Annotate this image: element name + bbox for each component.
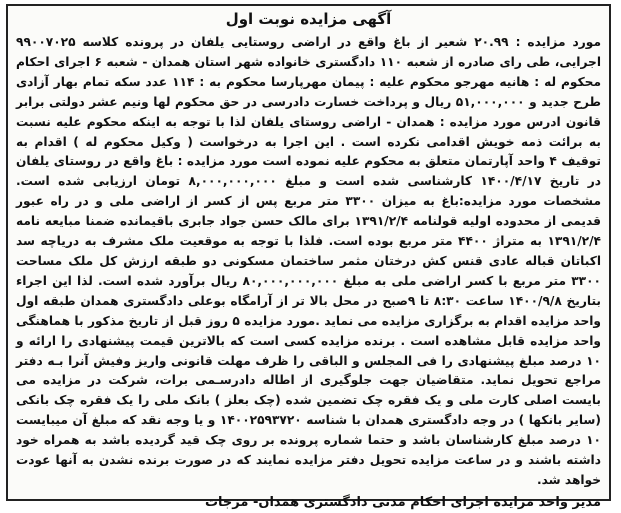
notice-signature: مدیر واحد مزایده اجرای احکام مدنی دادگستری همدان- مزجات (204, 494, 601, 510)
notice-title: آگهی مزایده نوبت اول (225, 10, 392, 28)
auction-notice-frame (6, 4, 611, 510)
notice-body: مورد مزایده : ۲۰.۹۹ شعیر از باغ واقع در اراضی روستایی یلفان در پرونده کلاسه ۹۹۰۰۷۰۲۵ اجرایی، طی رای صادره از شعبه ۱۱۰ دادگستری خانواده شهر استان همدان - شعبه ۶ اجرای احکام محکوم له : هانیه مهرجو محکوم علیه : پیمان مهرپارسا محکوم به : ۱۱۴ عدد سکه تمام بهار آزادی طرح جدید و ۵۱,۰۰۰,۰۰۰ ریال و پرداخت خسارت دادرسی در حق محکوم لها ونیم عشر دولتی برابر قانون ادرس مورد مزایده : همدان - اراضی روستای یلفان لذا با توجه به اینکه محکوم علیه نسبت به برائت ذمه خویش اقدامی نکرده است . این اجرا به درخواست ( وکیل محکوم له ) اقدام به توقیف ۴ واحد آپارتمان متعلق به محکوم علیه نموده است مورد مزایده : باغ واقع در روستای یلفان در تاریخ ۱۴۰۰/۴/۱۷ کارشناسی شده است و مبلغ ۸,۰۰۰,۰۰۰,۰۰۰ تومان ارزیابی شده است. مشخصات مورد مزایده:باغ به میزان ۳۳۰۰ متر مربع پس از کسر از اراضی ملی و در راه عبور قدیمی از محدوده اولیه قولنامه ۱۳۹۱/۲/۴ برای مالک حسن جواد جابری باقیمانده ضمنا مبایعه نامه ۱۳۹۱/۲/۴ به متراژ ۴۴۰۰ متر مربع بوده است. فلذا با توجه به موقعیت ملک مشرف به دریاچه سد اکباتان قباله عادی قنس کش درختان مثمر ساختمان مسکونی دو طبقه ارزش کل ملک مساحت ۳۳۰۰ متر مربع با کسر اراضی ملی به مبلغ ۸۰,۰۰۰,۰۰۰,۰۰۰ ریال برآورد شده است. لذا این اجراء بتاریخ ۱۴۰۰/۹/۸ ساعت ۸:۳۰ تا ۹صبح در محل بالا تر از آرامگاه بوعلی دادگستری همدان طبقه اول واحد مزایده اقدام به برگزاری مزایده می نماید .مورد مزایده ۵ روز قبل از تاریخ مذکور با هماهنگی واحد مزایده قابل مشاهده است . برنده مزایده کسی است که بالاترین قیمت پیشنهادی را ارائه و ۱۰ درصد مبلغ پیشنهادی را فی المجلس و الباقی را ظرف مهلت قانونی واریز وفیش آنرا بـه دفتر مراجع تحویل نماید. متقاضیان جهت جلوگیری از اطاله دادرسـمی برات، شرکت در مزایده می بایست اصلی کارت ملی و یک فقره چک تضمین شده (چک بعلز ) بانک ملی را یک فقره چک بانکی (سایر بانکها ) در وجه دادگستری همدان با شناسه ۱۴۰۰۲۵۹۳۷۲۰ و یا وجه نقد که مبلغ آن میبایست ۱۰ درصد مبلغ کارشناسان باشد و حتما شماره پرونده بر روی چک قید گردیده باشد به همراه خود داشته باشند و در ساعت مزایده تحویل دفتر مزایده نمایند که در صورت برنده نشدن به آنها عودت خواهد شد. (16, 35, 602, 487)
